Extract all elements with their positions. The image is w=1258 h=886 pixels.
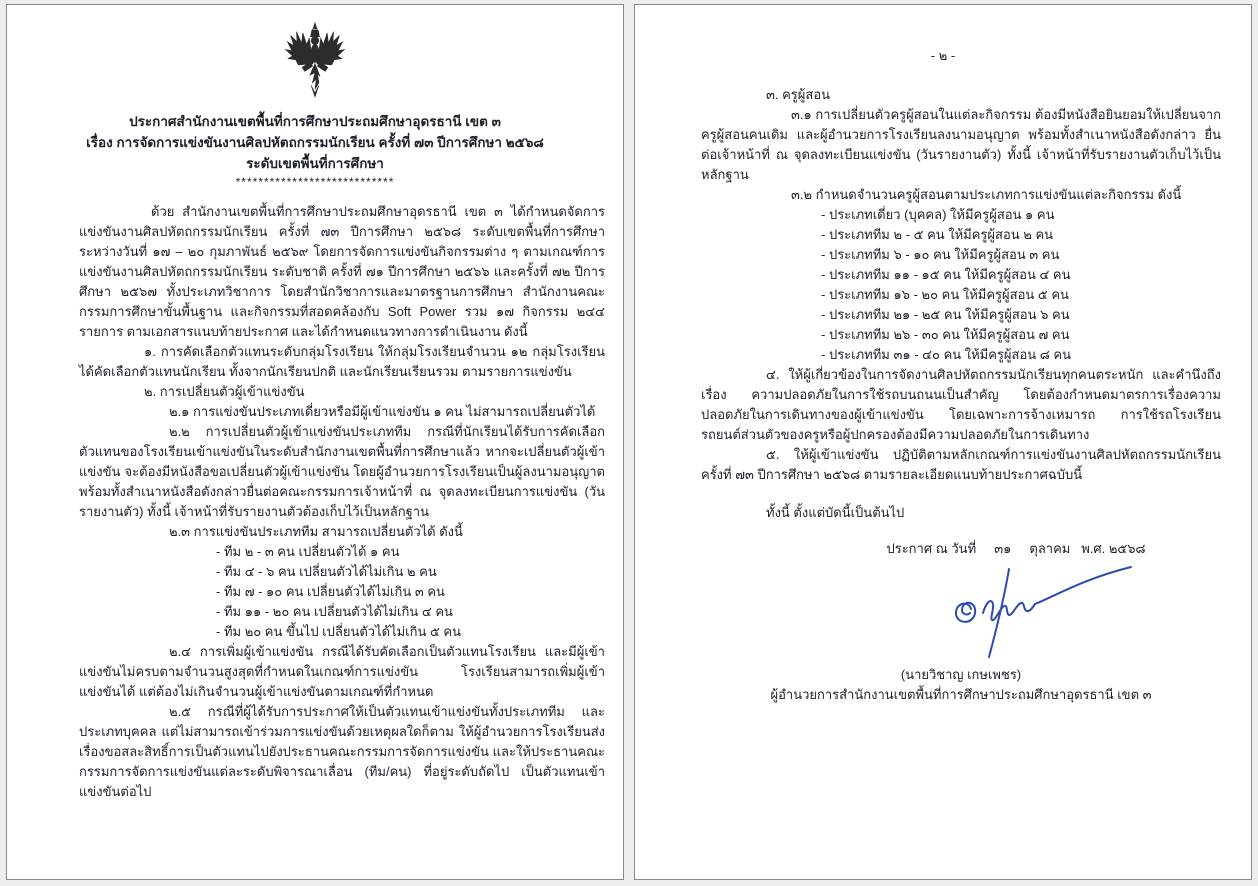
teacher-rule: - ประเภททีม ๑๑ - ๑๕ คน ให้มีครูผู้สอน ๔ คน — [821, 267, 1071, 282]
teacher-rule: - ประเภททีม ๒๑ - ๒๕ คน ให้มีครูผู้สอน ๖ คน — [821, 307, 1070, 322]
section-5: ๕. ให้ผู้เข้าแข่งขัน ปฏิบัติตามหลักเกณฑ์การแข่งขันงานศิลปหัตถกรรมนักเรียน ครั้งที่ ๗๓ ปีการศึกษา ๒๕๖๘ ตามรายละเอียดแนบท้ายประกาศฉบับนี้ — [701, 447, 1221, 482]
team-rule: - ทีม ๒๐ คน ขึ้นไป เปลี่ยนตัวได้ไม่เกิน ๕ คน — [216, 624, 462, 639]
teacher-rule: - ประเภททีม ๑๖ - ๒๐ คน ให้มีครูผู้สอน ๕ คน — [821, 287, 1069, 302]
section-3-2: ๓.๒ กำหนดจำนวนครูผู้สอนตามประเภทการแข่งขันแต่ละกิจกรรม ดังนี้ — [791, 187, 1182, 202]
signer-title: ผู้อำนวยการสำนักงานเขตพื้นที่การศึกษาประถมศึกษาอุดรธานี เขต ๓ — [770, 687, 1152, 702]
header-line-2: เรื่อง การจัดการแข่งขันงานศิลปหัตถกรรมนักเรียน ครั้งที่ ๗๓ ปีการศึกษา ๒๕๖๘ — [86, 135, 544, 150]
teacher-rule: - ประเภททีม ๒๖ - ๓๐ คน ให้มีครูผู้สอน ๗ คน — [821, 327, 1070, 342]
team-rule: - ทีม ๔ - ๖ คน เปลี่ยนตัวได้ไม่เกิน ๒ คน — [216, 564, 437, 579]
intro-paragraph: ด้วย สำนักงานเขตพื้นที่การศึกษาประถมศึกษาอุดรธานี เขต ๓ ได้กำหนดจัดการแข่งขันงานศิลปหัตถกรรมนักเรียน ครั้งที่ ๗๓ ปีการศึกษา ๒๕๖๘ ระดับเขตพื้นที่การศึกษา ระหว่างวันที่ ๑๗ – ๒๐ กุมภาพันธ์ ๒๕๖๙ โดยการจัดการแข่งขันกิจกรรมต่าง ๆ ตามเกณฑ์การแข่งขันงานศิลปหัตถกรรมนักเรียน ระดับชาติ ครั้งที่ ๗๑ ปีการศึกษา ๒๕๖๖ และครั้งที่ ๗๒ ปีการศึกษา ๒๕๖๗ ทั้งประเภทวิชาการ โดยสำนักวิชาการและมาตรฐานการศึกษา สำนักงานคณะกรรมการศึกษาขั้นพื้นฐาน และกิจกรรมที่สอดคล้องกับ Soft Power รวม ๑๗ กิจกรรม ๒๔๔ รายการ ตามเอกสารแนบท้ายประกาศ และได้กำหนดแนวทางการดำเนินงาน ดังนี้ — [79, 204, 605, 339]
teacher-rule: - ประเภทเดี่ยว (บุคคล) ให้มีครูผู้สอน ๑ คน — [821, 207, 1055, 222]
teacher-count-rules — [821, 205, 1221, 365]
section-2-1: ๒.๑ การแข่งขันประเภทเดี่ยวหรือมีผู้เข้าแข่งขัน ๑ คน ไม่สามารถเปลี่ยนตัวได้ — [169, 404, 596, 419]
document-page-1 — [6, 4, 624, 880]
page-2-body — [701, 85, 1221, 705]
section-1: ๑. การคัดเลือกตัวแทนระดับกลุ่มโรงเรียน ให้กลุ่มโรงเรียนจำนวน ๑๒ กลุ่มโรงเรียน ได้คัดเลือกตัวแทนนักเรียน ทั้งจากนักเรียนปกติ และนักเรียนเรียนรวม ตามรายการแข่งขัน — [79, 344, 605, 379]
announcement-date-line: ประกาศ ณ วันที่ ๓๑ ตุลาคม พ.ศ. ๒๕๖๘ — [886, 541, 1146, 556]
handwritten-signature-icon — [943, 561, 1168, 665]
header-stars-divider: **************************** — [235, 175, 395, 189]
signer-name: (นายวิชาญ เกษเพชร) — [900, 667, 1022, 682]
emblem-wrap — [7, 21, 623, 107]
team-rule: - ทีม ๒ - ๓ คน เปลี่ยนตัวได้ ๑ คน — [216, 544, 400, 559]
section-2: ๒. การเปลี่ยนตัวผู้เข้าแข่งขัน — [144, 384, 305, 399]
header-line-3: ระดับเขตพื้นที่การศึกษา — [246, 156, 384, 171]
team-rule: - ทีม ๗ - ๑๐ คน เปลี่ยนตัวได้ไม่เกิน ๓ คน — [216, 584, 445, 599]
teacher-rule: - ประเภททีม ๓๑ - ๔๐ คน ให้มีครูผู้สอน ๘ คน — [821, 347, 1072, 362]
page-number: - ๒ - — [930, 48, 956, 63]
section-3-1: ๓.๑ การเปลี่ยนตัวครูผู้สอนในแต่ละกิจกรรม ต้องมีหนังสือยินยอมให้เปลี่ยนจากครูผู้สอนคนเดิม และผู้อำนวยการโรงเรียนลงนามอนุญาต พร้อมทั้งสำเนาหนังสือดังกล่าว ยื่นต่อเจ้าหน้าที่ ณ จุดลงทะเบียนแข่งขัน (วันรายงานตัว) ทั้งนี้ เจ้าหน้าที่รับรายงานตัวเก็บไว้เป็นหลักฐาน — [701, 107, 1221, 182]
document-page-2 — [634, 4, 1252, 880]
section-2-3: ๒.๓ การแข่งขันประเภททีม สามารถเปลี่ยนตัวได้ ดังนี้ — [169, 524, 463, 539]
garuda-emblem-icon — [283, 21, 347, 105]
section-4: ๔. ให้ผู้เกี่ยวข้องในการจัดงานศิลปหัตถกรรมนักเรียนทุกคนตระหนัก และคำนึงถึงเรื่อง ความปลอดภัยในการใช้รถบนถนนเป็นสำคัญ โดยต้องกำหนดมาตรการเรื่องความปลอดภัยในการเดินทางของผู้เข้าแข่งขัน โดยเฉพาะการจ้างเหมารถ การใช้รถโรงเรียน รถยนต์ส่วนตัวของครูหรือผู้ปกครองต้องมีความปลอดภัยในการเดินทาง — [701, 367, 1221, 442]
teacher-rule: - ประเภททีม ๖ - ๑๐ คน ให้มีครูผู้สอน ๓ คน — [821, 247, 1060, 262]
team-change-rules — [216, 542, 605, 642]
effective-statement: ทั้งนี้ ตั้งแต่บัดนี้เป็นต้นไป — [766, 505, 905, 520]
document-header — [7, 111, 623, 190]
signature-block — [701, 559, 1221, 665]
section-3: ๓. ครูผู้สอน — [766, 87, 831, 102]
team-rule: - ทีม ๑๑ - ๒๐ คน เปลี่ยนตัวได้ไม่เกิน ๔ คน — [216, 604, 453, 619]
teacher-rule: - ประเภททีม ๒ - ๕ คน ให้มีครูผู้สอน ๒ คน — [821, 227, 1054, 242]
page-1-body — [79, 202, 605, 802]
section-2-2: ๒.๒ การเปลี่ยนตัวผู้เข้าแข่งขันประเภททีม กรณีที่นักเรียนได้รับการคัดเลือกตัวแทนของโรงเรียนเข้าแข่งขันในระดับสำนักงานเขตพื้นที่การศึกษาแล้ว หากจะเปลี่ยนตัวผู้เข้าแข่งขัน จะต้องมีหนังสือขอเปลี่ยนตัวผู้เข้าแข่งขัน โดยผู้อำนวยการโรงเรียนเป็นผู้ลงนามอนุญาต พร้อมทั้งสำเนาหนังสือดังกล่าวยื่นต่อคณะกรรมการเจ้าหน้าที่ ณ จุดลงทะเบียนการแข่งขัน (วันรายงานตัว) ทั้งนี้ เจ้าหน้าที่รับรายงานตัวต้องเก็บไว้เป็นหลักฐาน — [79, 424, 605, 519]
section-2-4: ๒.๔ การเพิ่มผู้เข้าแข่งขัน กรณีได้รับคัดเลือกเป็นตัวแทนโรงเรียน และมีผู้เข้าแข่งขันไม่ครบตามจำนวนสูงสุดที่กำหนดในเกณฑ์การแข่งขัน โรงเรียนสามารถเพิ่มผู้เข้าแข่งขันได้ แต่ต้องไม่เกินจำนวนผู้เข้าแข่งขันตามเกณฑ์ที่กำหนด — [79, 644, 605, 699]
header-line-1: ประกาศสำนักงานเขตพื้นที่การศึกษาประถมศึกษาอุดรธานี เขต ๓ — [129, 114, 501, 129]
section-2-5: ๒.๕ กรณีที่ผู้ได้รับการประกาศให้เป็นตัวแทนเข้าแข่งขันทั้งประเภททีม และประเภทบุคคล แต่ไม่สามารถเข้าร่วมการแข่งขันด้วยเหตุผลใดก็ตาม ให้ผู้อำนวยการโรงเรียนส่งเรื่องขอสละสิทธิ์การเป็นตัวแทนไปยังประธานคณะกรรมการจัดการแข่งขัน และให้ประธานคณะกรรมการจัดการแข่งขันแต่ละระดับพิจารณาเลื่อน (ทีม/คน) ที่อยู่ระดับถัดไป เป็นตัวแทนเข้าแข่งขันต่อไป — [79, 704, 605, 799]
